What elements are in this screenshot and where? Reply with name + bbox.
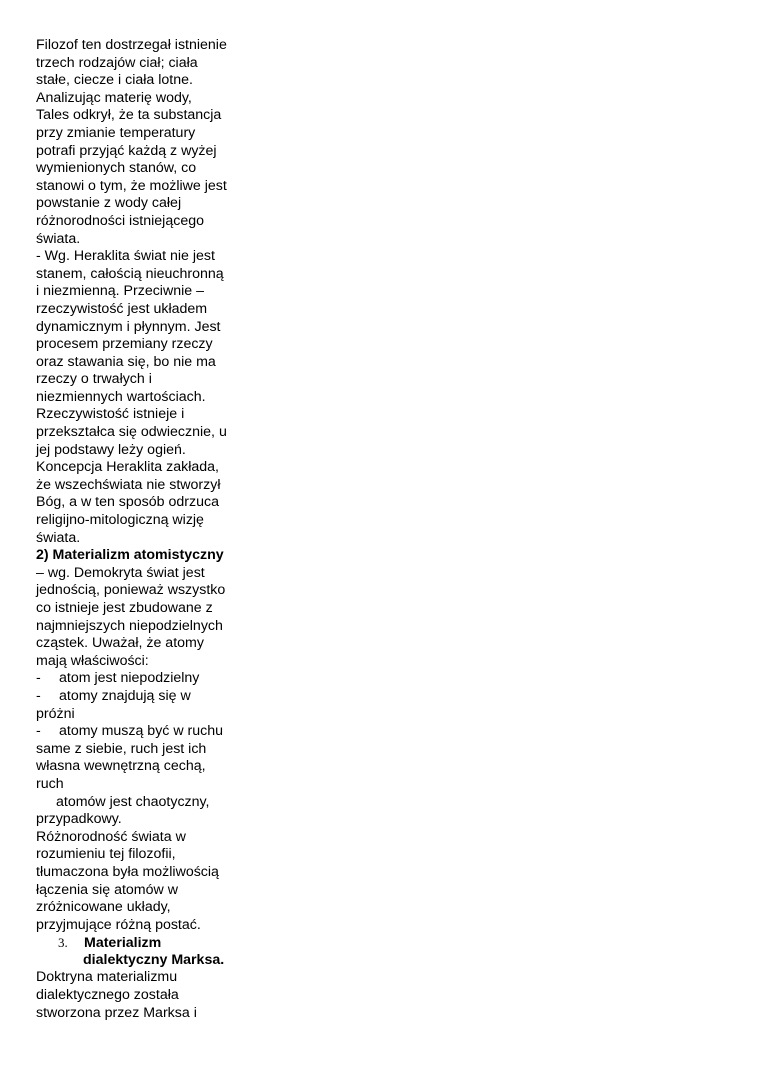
text-line: atomów jest chaotyczny, bbox=[56, 793, 210, 810]
text-line: rzeczy o trwałych i bbox=[36, 371, 152, 388]
section-heading-text: Materializm bbox=[84, 935, 162, 952]
list-item-text: atomy muszą być w ruchu bbox=[59, 723, 224, 740]
text-line: i niezmienną. Przeciwnie – bbox=[36, 283, 204, 300]
text-line: trzech rodzajów ciał; ciała bbox=[36, 54, 198, 71]
list-dash: - bbox=[36, 687, 41, 704]
text-line: najmniejszych niepodzielnych bbox=[36, 617, 223, 634]
text-line: tłumaczona była możliwością bbox=[36, 863, 219, 880]
text-line: Doktryna materializmu bbox=[36, 969, 178, 986]
text-line: co istnieje jest zbudowane z bbox=[36, 600, 213, 616]
text-line: jej podstawy leży ogień. bbox=[36, 441, 186, 458]
text-line: potrafi przyjąć każdą z wyżej bbox=[36, 142, 217, 159]
text-line: zróżnicowane układy, bbox=[36, 899, 171, 916]
text-line: cząstek. Uważał, że atomy bbox=[36, 635, 204, 652]
text-line: Analizując materię wody, bbox=[36, 89, 192, 106]
section-heading-continuation: dialektyczny Marksa. bbox=[83, 951, 225, 968]
list-item bbox=[36, 670, 251, 688]
list-item-text: atomy znajdują się w bbox=[59, 687, 191, 704]
list-item bbox=[36, 723, 251, 741]
text-line: przypadkowy. bbox=[36, 811, 122, 828]
text-line: łączenia się atomów w bbox=[36, 881, 178, 898]
list-item bbox=[36, 688, 251, 706]
text-line: dialektycznego została bbox=[36, 987, 179, 1004]
list-item-continuation: własna wewnętrzną cechą, bbox=[36, 758, 206, 775]
text-line: Filozof ten dostrzegał istnienie bbox=[36, 37, 227, 53]
list-item-text: atom jest niepodzielny bbox=[59, 670, 200, 687]
list-dash: - bbox=[36, 723, 41, 740]
text-line: oraz stawania się, bo nie ma bbox=[36, 353, 216, 370]
text-line: świata. bbox=[36, 230, 81, 247]
text-line: - Wg. Heraklita świat nie jest bbox=[36, 248, 215, 265]
text-line: niezmiennych wartościach. bbox=[36, 388, 206, 405]
text-line: jednością, ponieważ wszystko bbox=[36, 582, 226, 599]
section-number: 3. bbox=[58, 935, 68, 951]
text-line: różnorodności istniejącego bbox=[36, 212, 204, 229]
list-item-continuation: ruch bbox=[36, 775, 64, 792]
text-line: Koncepcja Heraklita zakłada, bbox=[36, 459, 219, 476]
text-line: religijno-mitologiczną wizję bbox=[36, 512, 204, 529]
text-line: procesem przemiany rzeczy bbox=[36, 336, 213, 353]
text-line: rozumieniu tej filozofii, bbox=[36, 846, 176, 863]
text-line: świata. bbox=[36, 529, 81, 546]
text-line: stanowi o tym, że możliwe jest bbox=[36, 177, 227, 194]
section-heading-materializm-atomistyczny: 2) Materializm atomistyczny bbox=[36, 547, 224, 564]
text-line: przy zmianie temperatury bbox=[36, 124, 196, 141]
text-line: że wszechświata nie stworzył bbox=[36, 476, 221, 493]
list-dash: - bbox=[36, 670, 41, 687]
text-line: przyjmujące różną postać. bbox=[36, 916, 201, 933]
text-line: Rzeczywistość istnieje i bbox=[36, 406, 185, 423]
text-line: stanem, całością nieuchronną bbox=[36, 265, 224, 282]
text-line: Bóg, a w ten sposób odrzuca bbox=[36, 494, 219, 511]
text-line: – wg. Demokryta świat jest bbox=[36, 564, 205, 581]
text-column bbox=[36, 37, 251, 1022]
text-line: stworzona przez Marksa i bbox=[36, 1004, 197, 1021]
text-line: dynamicznym i płynnym. Jest bbox=[36, 318, 221, 335]
text-line: stałe, ciecze i ciała lotne. bbox=[36, 72, 193, 89]
text-line: rzeczywistość jest układem bbox=[36, 300, 208, 317]
text-line: mają właściwości: bbox=[36, 652, 149, 669]
list-item-continuation: same z siebie, ruch jest ich bbox=[36, 740, 207, 757]
list-item-continuation: próżni bbox=[36, 705, 75, 722]
section-heading-materializm-dialektyczny bbox=[36, 934, 251, 952]
text-line: Różnorodność świata w bbox=[36, 828, 186, 845]
text-line: powstanie z wody całej bbox=[36, 195, 182, 212]
text-line: wymienionych stanów, co bbox=[36, 160, 197, 177]
text-line: Tales odkrył, że ta substancja bbox=[36, 107, 222, 124]
text-line: przekształca się odwiecznie, u bbox=[36, 424, 227, 441]
